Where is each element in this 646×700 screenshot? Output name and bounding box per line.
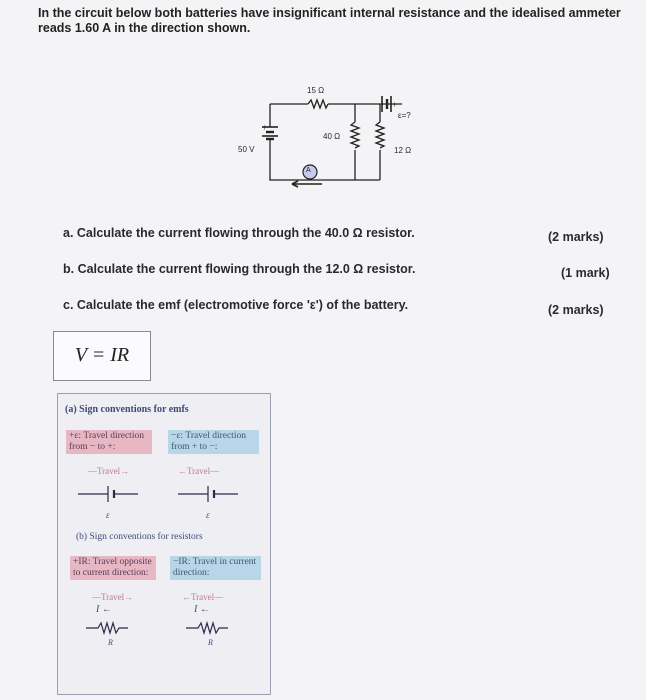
emf-positive-label: +ε: Travel direction from − to +:: [66, 430, 152, 454]
travel-left-label-2: ←Travel—: [182, 592, 224, 602]
label-15ohm: 15 Ω: [307, 86, 325, 95]
resistor-12: [376, 122, 384, 148]
label-12ohm: 12 Ω: [394, 146, 412, 155]
marks-a: (2 marks): [548, 230, 604, 244]
resistor-positive-label: +IR: Travel opposite to current direction:: [70, 556, 156, 580]
marks-c: (2 marks): [548, 303, 604, 317]
sign-conventions-figure: [57, 393, 271, 695]
travel-right-label: —Travel→: [88, 466, 130, 476]
wire-bottom: [270, 139, 380, 180]
question-b: b. Calculate the current flowing through the 12.0 Ω resistor.: [63, 262, 416, 276]
travel-left-label: ←Travel—: [178, 466, 220, 476]
emf-symbol-right: ε: [206, 510, 210, 520]
current-label-right: I ←: [194, 604, 210, 615]
plus-left: +: [262, 123, 267, 132]
emf-symbol-left: ε: [106, 510, 110, 520]
res-symbol-right: R: [208, 638, 213, 647]
emf-negative-label: −ε: Travel direction from + to −:: [168, 430, 259, 454]
label-50v: 50 V: [238, 145, 255, 154]
label-emf: ε=?: [398, 111, 411, 120]
resistor-15: [308, 100, 328, 108]
res-symbol-left: R: [108, 638, 113, 647]
conventions-title-a: (a) Sign conventions for emfs: [65, 404, 189, 415]
ammeter-label: A: [306, 167, 311, 174]
current-label-left: I ←: [96, 604, 112, 615]
resistor-40: [351, 122, 359, 148]
resistor-diagram: [68, 616, 263, 640]
travel-right-label-2: —Travel→: [92, 592, 134, 602]
resistor-negative-label: −IR: Travel in current direction:: [170, 556, 261, 580]
formula-box: [53, 331, 151, 381]
emf-cells-diagram: [68, 478, 263, 514]
formula-text: V = IR: [74, 344, 130, 366]
marks-b: (1 mark): [561, 266, 610, 280]
question-c: c. Calculate the emf (electromotive force 'ε') of the battery.: [63, 298, 409, 312]
question-a: a. Calculate the current flowing through the 40.0 Ω resistor.: [63, 226, 415, 240]
conventions-title-b: (b) Sign conventions for resistors: [76, 532, 203, 542]
plus-right: +: [392, 100, 397, 109]
intro-text: In the circuit below both batteries have insignificant internal resistance and the idealised ammeter reads 1.60 A in the direction shown.: [38, 6, 621, 35]
label-40ohm: 40 Ω: [323, 132, 341, 141]
